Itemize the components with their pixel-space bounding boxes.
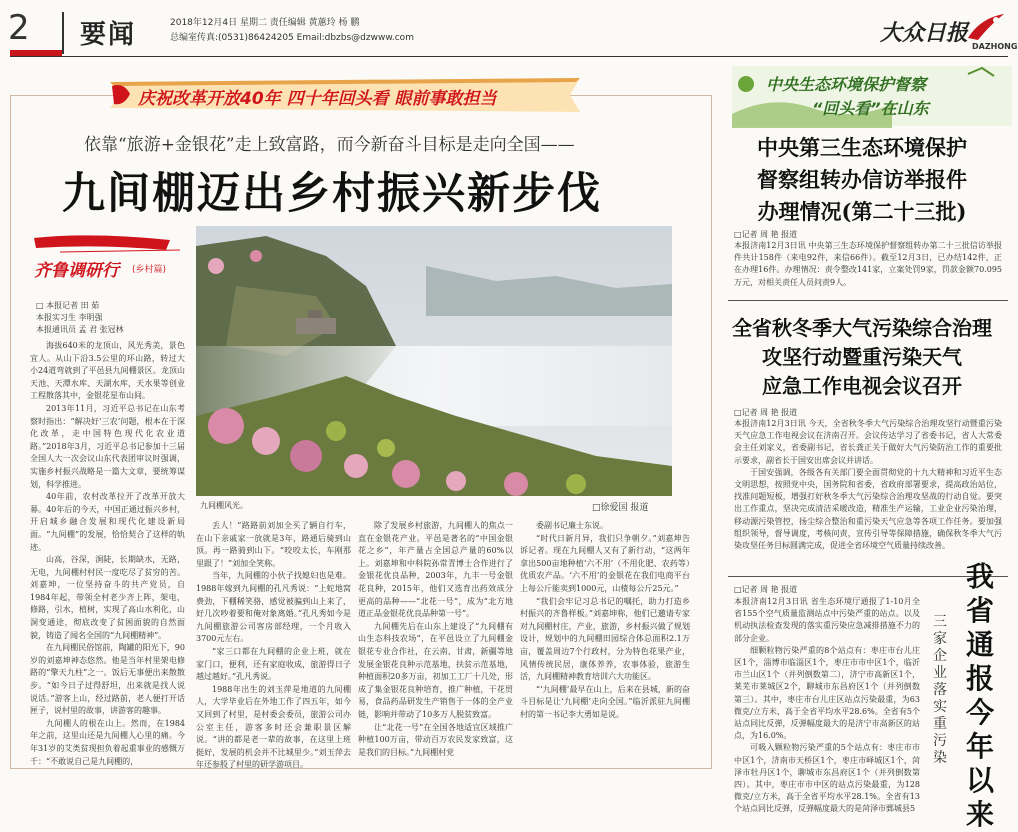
byline-line: 本报实习生 李明强 — [36, 313, 103, 322]
story2-title-line: 全省秋冬季大气污染综合治理 — [732, 316, 992, 340]
article-column-4 — [520, 520, 690, 766]
masthead-rule — [10, 56, 1008, 57]
article-paragraph: 除了发展乡村旅游，九间棚人的焦点一直在金银花产业。平邑是著名的“中国金银花之乡”，年产量占全国总产量的60%以上。刘嘉坤和中科院孙常青博士合作进行了金银花优良品种，2003年，九丰一号金银花良种，2015年，他们又选育出药效成分更高的品种——“北花一号”，成为“北方地道正品金银花优良品种第一号”。 — [358, 521, 513, 619]
story3-body — [734, 596, 920, 814]
story3-paragraph: 可吸入颗粒物污染严重的5个站点有：枣庄市市中区1个，济南市天桥区1个，枣庄市峄城区1个，菏泽市牡丹区1个，聊城市东昌府区1个（并列倒数第四）。其中，枣庄市市中区的站点污染最重，为128微克/立方米，高于全省平均水平28.1%。全省有13个站点同比反弹，反弹幅度最大的是菏泽市鄄城县5 — [734, 743, 920, 814]
article-paragraph: 丢人！”路路前刘加全买了辆自行车，在山下亲戚家一放就是3年，路通后骑到山顶。再一路骑到山下。“咬咬太长，车刚那里跟了！”刘加全笑称。 — [196, 521, 351, 568]
sidebar-banner-line2: “回头看”在山东 — [812, 99, 929, 118]
series-sub: (乡村篇) — [132, 265, 167, 275]
masthead-divider — [62, 12, 64, 54]
article-kicker: 依靠“旅游+金银花”走上致富路，而今新奋斗目标是走向全国—— — [84, 135, 575, 155]
article-paragraph: 九间棚人的根在山上。然而，在1984年之前，这里山还是九间棚人心里的痛。今年31岁的艾类贫现担负着起重事业的感慨万千：“不敢说自己是九间棚的， — [30, 718, 185, 766]
byline-line: 本报通讯员 孟 君 张冠林 — [36, 325, 124, 334]
article-column-3 — [358, 520, 513, 766]
page-number: 2 — [8, 8, 30, 48]
story2-title-line: 应急工作电视会议召开 — [762, 374, 962, 398]
article-headline: 九间棚迈出乡村振兴新步伐 — [62, 169, 602, 219]
sidebar-banner-line1: 中央生态环境保护督察 — [766, 75, 927, 94]
campaign-banner — [110, 78, 580, 112]
story2-byline: □记者 周 艳 报道 — [734, 408, 798, 417]
story1-body — [734, 240, 1002, 292]
sidebar-divider — [728, 300, 1008, 301]
story1-title-line: 督察组转办信访举报件 — [757, 167, 967, 192]
story1-title — [722, 132, 1002, 228]
vertical-headline: 我省通报今年以来 — [965, 560, 994, 831]
series-label: 齐鲁调研行 — [34, 261, 119, 281]
story1-title-line: 办理情况(第二十三批) — [757, 199, 967, 224]
article-column-1 — [30, 340, 185, 766]
photo-credit: □徐爱国 报道 — [592, 503, 649, 513]
article-byline — [36, 300, 186, 336]
story3-byline: □记者 周 艳 报道 — [734, 585, 798, 594]
story2-paragraph: 本报济南12月3日讯 今天，全省秋冬季大气污染综合治理攻坚行动暨重污染天气应急工作电视会议在济南召开。会议传达学习了省委书记，省人大常委会主任刘家义，省委副书记，省长龚正关于做好大气污染防治工作的重要批示要求，副省长于国安出席会议并讲话。 — [734, 419, 1002, 465]
article-paragraph: 1988年出生的刘玉萍是地道的九间棚人，大学毕业后在外地工作了四五年，如今又回到了村里，是村委会委员，旅游公司办公室主任，游客多时还会兼职景区解说。“讲的都是老一辈的故事，在这里上班挺好，发展的机会并不比城里少。”刘玉萍去年还参股了村里的研学游项目。 — [196, 684, 351, 770]
article-paragraph: “家三口都在九间棚的企业上班，就在家门口，便利，还有家庭收成，旅游得日子越过越好。”孔凡秀说。 — [196, 646, 351, 682]
article-paragraph: 海拔640米的龙顶山，风光秀美，景色宜人。从山下沿3.5公里的环山路，转过大小24道弯就到了平邑县九间棚景区。龙顶山天池、天潭水库、天湖水库，天水果等创业工程散落其中，金银花星布山间。 — [30, 341, 185, 401]
landscape-photo-image — [196, 226, 672, 496]
story2-paragraph: 于国安强调，各级各有关部门要全面贯彻党的十九大精神和习近平生态文明思想，按照党中央，国务院和省委，省政府部署要求，提高政治站位，找准问题短板，增强打好秋冬季大气污染综合治理攻坚战的行动自觉。要突出工作重点，坚决完成清洁采暖改造，精准生产运输，工业企业污染治理，移动源污染管控，扬尘综合整治和重污染天气应急等各项工作任务。要加强组织领导，督导调度，考核问责，宣传引导等保障措施，确保秋冬季大气污染攻坚任务目标圆满完成，促进全省环境空气质量持续改善。 — [734, 467, 1002, 551]
story1-byline: □记者 周 艳 报道 — [734, 230, 798, 239]
story3-paragraph: 本报济南12月3日讯 省生态环境厅通报了1-10月全省155个空气质量监测站点中污染严重的站点。以及机动执法检查发现的落实重污染应急减排措施不力的部分企业。 — [734, 597, 920, 643]
article-paragraph: 山高，谷深，涧陡，长期缺水，无路，无电，九间棚村村民一度吃尽了贫穷的苦。刘嘉坤，一位坚持奋斗的共产党员，自1984年起，带领全村老少齐上阵，架电，修路，引水，植树，实现了高山水利化，山洞变通途，彻底改变了贫困面貌的自然面貌，铸造了闻名全国的“九间棚精神”。 — [30, 555, 185, 640]
article-column-2 — [196, 520, 351, 770]
story3-paragraph: 细颗粒物污染严重的8个站点有：枣庄市台儿庄区1个，淄博市临淄区1个，枣庄市市中区1个，临沂市兰山区1个（并列倒数第二），济宁市高新区1个，莱芜市莱城区2个，聊城市东昌府区1个（并列倒数第三）。其中，枣庄市台儿庄区站点污染最重，为63微克/立方米，高于全省平均水平28.6%。全省有5个站点同比反弹，反弹幅度最大的是济宁市高新区的站点，为16.0%。 — [734, 645, 920, 741]
contact-line: 总编室传真:(0531)86424205 Email:dbzbs@dzwww.com — [170, 33, 414, 43]
date-line: 2018年12月4日 星期二 责任编辑 黄蕙玲 杨 鹏 — [170, 18, 360, 28]
article-paragraph: 让“北花一号”在全国各地适宜区域推广种植100万亩，带动百万农民发家致富，这是我们的目标。”九间棚村党 — [358, 722, 513, 757]
byline-line: □ 本报记者 田 茹 — [36, 301, 100, 310]
story2-title — [714, 314, 1010, 401]
story2-title-line: 攻坚行动暨重污染天气 — [762, 345, 962, 369]
article-paragraph: 在九间棚民俗馆前，陶罐的阳光下，90岁的刘嘉坤神态悠然。他是当年村里架电修路的“擎天九柱”之一。饭后无事便出来散散步。“如今日子过得舒坦，出来就是找人说说话。”游客上山，经过路前，老人便打开话匣子，说村里的故事，讲游客的趣事。 — [30, 643, 185, 716]
logo-swoosh-icon — [966, 12, 1006, 42]
article-paragraph: 2013年11月，习近平总书记在山东考察时指出：“解决好‘三农’问题，根本在于深化改革，走中国特色现代化农业道路。”2018年3月，习近平总书记参加十三届全国人大一次会议山东代表团审议时强调，实施乡村振兴战略是一篇大文章，要统筹谋划，科学推进。 — [30, 403, 185, 489]
article-paragraph: “我们会牢记习总书记的嘱托，助力打造乡村振兴的齐鲁样板。”刘嘉坤称，他们已邀请专家对九间棚村庄，产业，旅游，乡村振兴做了规划设计，规划中的九间棚田园综合体总面积2.1万亩，覆盖周边7个行政村，分为特色花果产业，风情传统民居，康体养养，农事体验，旅游生活，九间棚精神教育培训六大功能区。 — [520, 596, 690, 682]
article-paragraph: 委副书记廉士东说。 — [536, 521, 608, 530]
story1-paragraph: 本报济南12月3日讯 中央第三生态环境保护督察组转办第二十三批信访举报件共计158件（来电92件，来信66件）。截至12月3日，已办结142件，正在办理16件。办理情况：责令整改141家，立案处罚9家，罚款金额70.095万元，对相关责任人员问责9人。 — [734, 241, 1002, 287]
article-paragraph: 40年前，农村改革拉开了改革开放大幕。40年后的今天，中国正通过振兴乡村，开启城乡融合发展和现代化建设新局面。“九间棚”的发展，恰恰契合了这样的轨迹。 — [30, 492, 185, 552]
section-title: 要闻 — [80, 20, 137, 50]
banner-text: 庆祝改革开放40年 四十年回头看 眼前事敢担当 — [138, 89, 497, 109]
article-paragraph: 九间棚先后在山东上建设了“九间棚有山生态科技农场”，在平邑设立了九间棚金银花专业合作社，在云南、甘肃，新疆等地发展金银花良种示范基地，扶贫示范基地，种植面积20多万亩，初加工工厂十几处，形成了集金银花良种培育，推广种植，干花贸易，食品药品研发生产销售于一体的全产业链，影响并带动了10多万人脱贫致富。 — [358, 621, 513, 719]
article-paragraph: 当年，九间棚的小伙子找媳妇也是难。1988年嫁到九间棚的孔凡秀说：“上蛇地窝费劲，下棚稀笑骆，感觉被骗到山上来了，好几次吵着要和俺对象离婚。”孔凡秀如今是九间棚旅游公司客房部经理，一个月收入3700元左右。 — [196, 571, 351, 644]
series-logo — [30, 232, 190, 286]
logo-subtext: DAZHONG — [972, 42, 1018, 51]
story1-title-line: 中央第三生态环境保护 — [757, 135, 967, 160]
article-paragraph: “‘九间棚’最早在山上，后来在县城，新的奋斗目标是让‘九间棚’走向全国。”临沂派驻九间棚村的第一书记李大勇如是说。 — [520, 684, 690, 719]
logo-text: 大众日报 — [880, 20, 969, 46]
story2-body — [734, 418, 1002, 570]
article-paragraph: “时代日新月异，我们只争朝夕。”刘嘉坤告诉记者。现在九间棚人又有了新行动，“这两年拿出500亩地种植‘六不用’（不用化肥、农药等）优质农产品。‘六不用’的金银花在我们电商平台上每公斤能卖到1000元，山楂每公斤25元。” — [520, 533, 690, 593]
photo-caption: 九间棚风光。 — [200, 501, 248, 510]
vertical-subheadline: 三家企业落实重污染 — [933, 614, 947, 766]
landscape-photo — [196, 226, 672, 496]
newspaper-logo — [880, 8, 1018, 54]
masthead-meta — [170, 16, 414, 46]
sidebar-banner — [732, 64, 1012, 128]
